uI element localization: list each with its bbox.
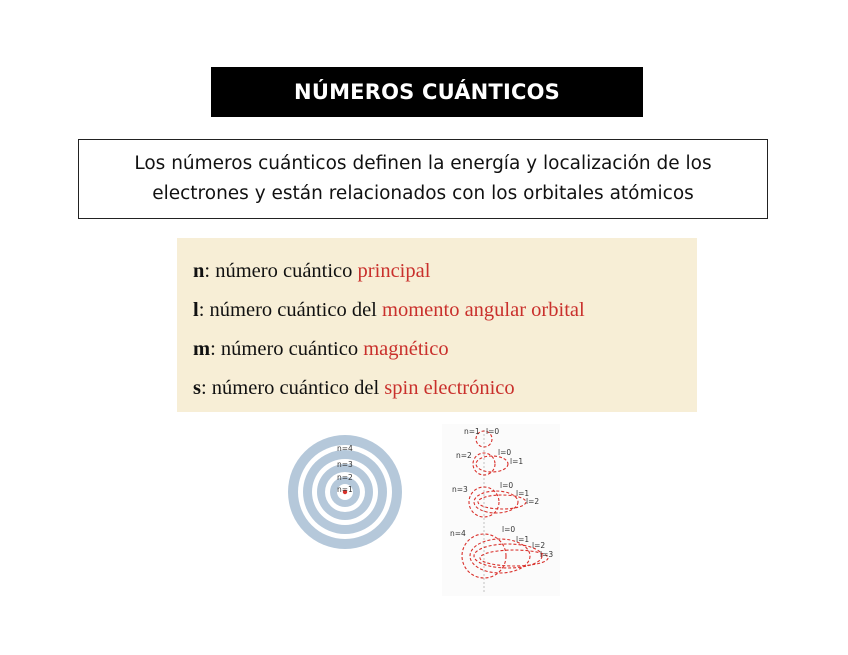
qn-text: : número cuántico del bbox=[200, 377, 385, 399]
quantum-number-n bbox=[193, 252, 697, 291]
orbital-label: l=2 bbox=[526, 497, 540, 506]
orbital-label: l=3 bbox=[540, 550, 554, 559]
intro-text-box bbox=[78, 139, 768, 219]
orbitals-diagram bbox=[442, 424, 560, 596]
orbital-label: n=4 bbox=[450, 529, 466, 538]
qn-text: : número cuántico del bbox=[198, 299, 383, 321]
quantum-number-l bbox=[193, 291, 697, 330]
qn-symbol: l bbox=[193, 299, 199, 321]
electron-shells-diagram bbox=[285, 430, 405, 550]
orbital-label: l=2 bbox=[532, 541, 546, 550]
shell-label: n=3 bbox=[337, 460, 353, 469]
intro-line-2: electrones y están relacionados con los orbitales atómicos bbox=[152, 183, 694, 204]
orbital-label: l=1 bbox=[516, 489, 530, 498]
orbital-4f bbox=[480, 550, 548, 566]
orbital-3p bbox=[474, 491, 518, 513]
quantum-number-m bbox=[193, 330, 697, 369]
qn-symbol: m bbox=[193, 338, 211, 360]
shell-label: n=4 bbox=[337, 444, 353, 453]
orbital-label: l=1 bbox=[516, 535, 530, 544]
intro-line-1: Los números cuánticos definen la energía y localización de los bbox=[134, 153, 712, 174]
qn-highlight: momento angular orbital bbox=[382, 299, 585, 321]
orbital-label: l=0 bbox=[498, 448, 512, 457]
orbital-2p bbox=[476, 456, 508, 472]
qn-text: : número cuántico bbox=[210, 338, 364, 360]
qn-symbol: s bbox=[193, 377, 201, 399]
page-title: NÚMEROS CUÁNTICOS bbox=[211, 67, 643, 117]
qn-highlight: spin electrónico bbox=[384, 377, 515, 399]
quantum-number-s bbox=[193, 369, 697, 408]
shell-label: n=1 bbox=[337, 485, 353, 494]
orbital-label: l=0 bbox=[502, 525, 516, 534]
orbital-label: l=0 bbox=[500, 481, 514, 490]
orbital-label: l=1 bbox=[510, 457, 524, 466]
shell-label: n=2 bbox=[337, 473, 353, 482]
qn-symbol: n bbox=[193, 260, 205, 282]
qn-text: : número cuántico bbox=[204, 260, 358, 282]
orbital-label: l=0 bbox=[486, 427, 500, 436]
qn-highlight: magnético bbox=[363, 338, 449, 360]
qn-highlight: principal bbox=[357, 260, 431, 282]
orbital-label: n=2 bbox=[456, 451, 472, 460]
orbital-label: n=3 bbox=[452, 485, 468, 494]
orbital-label: n=1 bbox=[464, 427, 480, 436]
quantum-numbers-panel bbox=[177, 238, 697, 412]
